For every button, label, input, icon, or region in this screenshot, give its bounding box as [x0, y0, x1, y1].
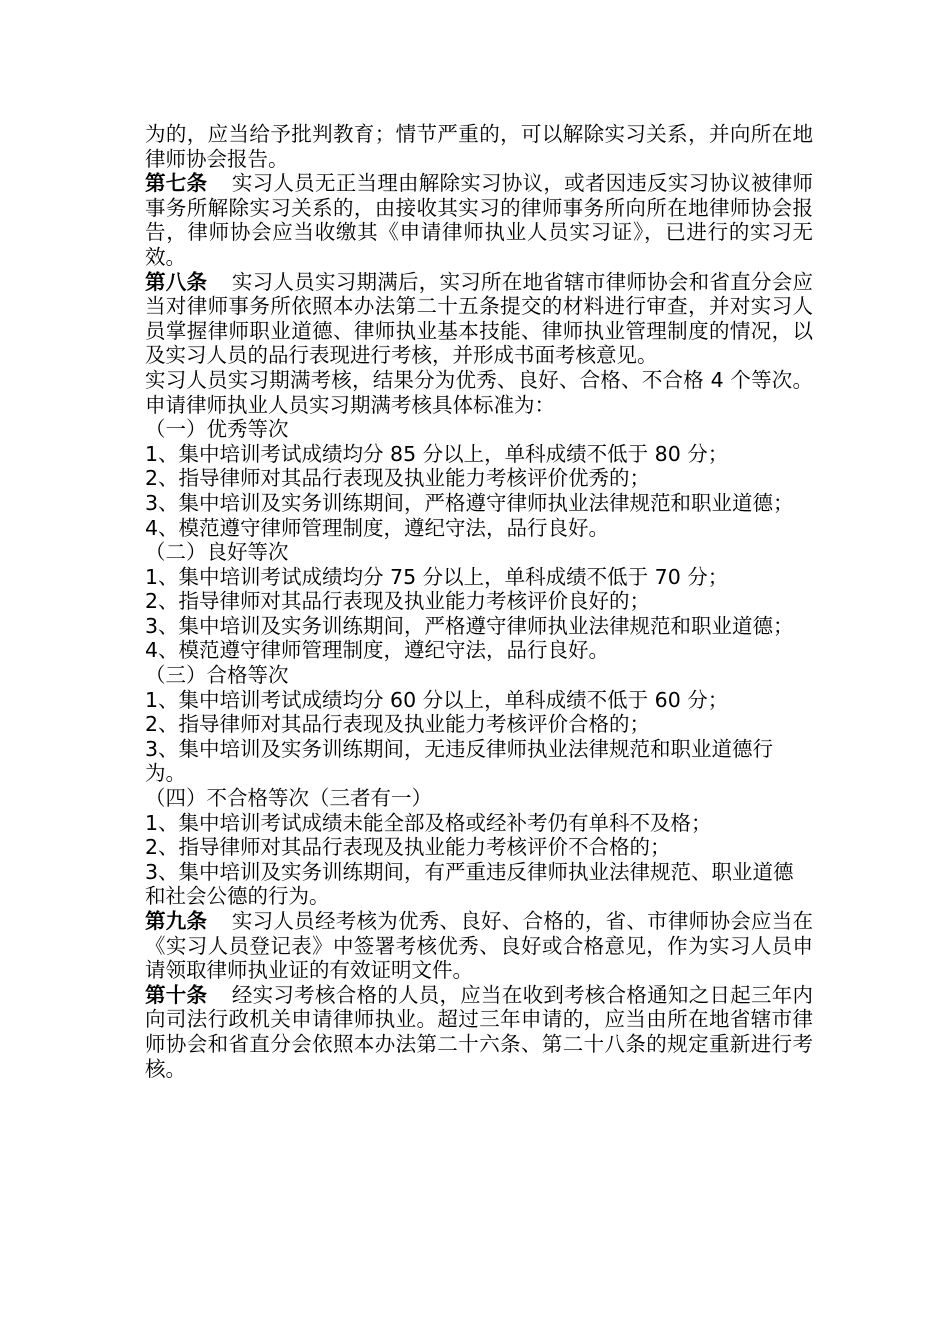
article-10-text: 经实习考核合格的人员，应当在收到考核合格通知之日起三年内向司法行政机关申请律师执业。超过三年申请的，应当由所在地省辖市律师协会和省直分会依照本办法第二十六条、第二十八条的规定重新进行考核。	[145, 982, 814, 1081]
article-9-text: 实习人员经考核为优秀、良好、合格的，省、市律师协会应当在《实习人员登记表》中签署考核优秀、良好或合格意见，作为实习人员申请领取律师执业证的有效证明文件。	[145, 909, 814, 983]
document-page	[145, 122, 813, 1081]
list-item: 2、指导律师对其品行表现及执业能力考核评价良好的；	[145, 589, 651, 614]
grade-heading: （四）不合格等次（三者有一）	[145, 786, 432, 811]
list-item: 2、指导律师对其品行表现及执业能力考核评价不合格的；	[145, 835, 671, 860]
continuation-paragraph: 为的，应当给予批判教育；情节严重的，可以解除实习关系，并向所在地律师协会报告。	[145, 122, 813, 171]
grades-intro: 实习人员实习期满考核，结果分为优秀、良好、合格、不合格 4 个等次。申请律师执业人员实习期满考核具体标准为：	[145, 367, 813, 417]
list-item: 3、集中培训及实务训练期间，严格遵守律师执业法律规范和职业道德；	[145, 490, 794, 515]
list-item: 3、集中培训及实务训练期间，无违反律师执业法律规范和职业道德行为。	[145, 736, 774, 786]
article-7	[145, 171, 813, 269]
grade-heading: （一）优秀等次	[145, 417, 289, 442]
list-item: 4、模范遵守律师管理制度，遵纪守法，品行良好。	[145, 638, 610, 663]
grade-good	[145, 540, 813, 663]
list-item: 4、模范遵守律师管理制度，遵纪守法，品行良好。	[145, 515, 610, 540]
article-10-title: 第十条	[145, 982, 208, 1007]
article-8-text: 实习人员实习期满后，实习所在地省辖市律师协会和省直分会应当对律师事务所依照本办法第二十五条提交的材料进行审查，并对实习人员掌握律师职业道德、律师执业基本技能、律师执业管理制度的情况，以及实习人员的品行表现进行考核，并形成书面考核意见。	[145, 269, 814, 368]
article-10	[145, 983, 813, 1081]
article-8	[145, 270, 813, 368]
article-9	[145, 909, 813, 983]
article-7-title: 第七条	[145, 171, 208, 196]
grade-excellent	[145, 417, 813, 540]
list-item: 1、集中培训考试成绩均分 85 分以上，单科成绩不低于 80 分；	[145, 441, 729, 466]
article-7-text: 实习人员无正当理由解除实习协议，或者因违反实习协议被律师事务所解除实习关系的，由接收其实习的律师事务所向所在地律师协会报告，律师协会应当收缴其《申请律师执业人员实习证》，已进行的实习无效。	[145, 171, 814, 269]
list-item: 2、指导律师对其品行表现及执业能力考核评价优秀的；	[145, 466, 651, 491]
grade-heading: （二）良好等次	[145, 540, 289, 565]
article-8-title: 第八条	[145, 269, 208, 294]
list-item: 1、集中培训考试成绩未能全部及格或经补考仍有单科不及格；	[145, 810, 712, 835]
list-item: 1、集中培训考试成绩均分 60 分以上，单科成绩不低于 60 分；	[145, 687, 729, 712]
list-item: 3、集中培训及实务训练期间，有严重违反律师执业法律规范、职业道德和社会公德的行为。	[145, 859, 794, 909]
article-9-title: 第九条	[145, 909, 208, 933]
grade-fail	[145, 786, 813, 909]
list-item: 3、集中培训及实务训练期间，严格遵守律师执业法律规范和职业道德；	[145, 613, 794, 638]
list-item: 1、集中培训考试成绩均分 75 分以上，单科成绩不低于 70 分；	[145, 564, 729, 589]
list-item: 2、指导律师对其品行表现及执业能力考核评价合格的；	[145, 712, 651, 737]
grade-pass	[145, 663, 813, 786]
grade-heading: （三）合格等次	[145, 663, 289, 688]
